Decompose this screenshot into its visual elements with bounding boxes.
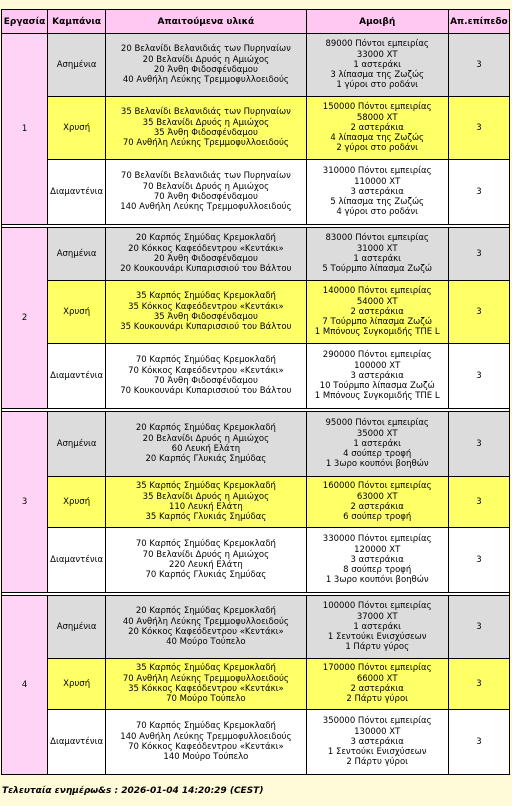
- reward-line: 33000 ΧΤ: [356, 49, 398, 60]
- material-line: 110 Λευκή Ελάτη: [168, 502, 243, 512]
- reward-line: 1 3ωρο κουπόνι βοηθών: [325, 575, 429, 586]
- table-row: [2, 160, 509, 224]
- reward-line: 150000 Πόντοι εμπειρίας: [322, 102, 432, 113]
- table-row: [2, 710, 509, 774]
- reward-line: 31000 ΧΤ: [356, 243, 398, 254]
- material-line: 20 Καρπός Σημύδας Κρεμοκλαδή: [135, 423, 276, 434]
- material-line: 140 Ανθήλη Λεύκης Τρεμμοφυλλοειδούς: [120, 731, 292, 742]
- material-line: 70 Καρπός Σημύδας Κρεμοκλαδή: [135, 355, 276, 366]
- reward-cell: [307, 344, 448, 408]
- reward-line: 8 σούπερ τροφή: [343, 565, 412, 576]
- campaign-cell: Χρυσή: [48, 97, 105, 159]
- task-separator-row: [2, 409, 509, 411]
- material-line: 70 Άνθη Φιδοσφένδαμου: [153, 192, 258, 202]
- materials-cell: [106, 477, 305, 527]
- material-line: 70 Καρπός Σημύδας Κρεμοκλαδή: [135, 539, 276, 550]
- material-line: 35 Κουκουνάρι Κυπαρισσιού του Βάλτου: [120, 322, 292, 333]
- materials-cell: [106, 228, 305, 280]
- material-line: 20 Βελανίδι Βελανιδιάς των Πυρηναίων: [120, 44, 291, 55]
- task-number: 1: [2, 34, 47, 224]
- material-line: 20 Άνθη Φιδοσφένδαμου: [153, 65, 258, 75]
- reward-line: 7 Τούρμπο λίπασμα Ζωζώ: [322, 317, 433, 328]
- material-line: 70 Άνθη Φιδοσφένδαμου: [153, 376, 258, 386]
- material-line: 20 Βελανίδι Δρυός η Αμιώχος: [142, 54, 270, 65]
- task-number: 3: [2, 412, 47, 592]
- material-line: 35 Άνθη Φιδοσφένδαμου: [153, 128, 258, 138]
- header-campaign: Καμπάνια: [48, 10, 105, 33]
- table-row: [2, 97, 509, 159]
- material-line: 140 Ανθήλη Λεύκης Τρεμμοφυλλοειδούς: [120, 202, 292, 213]
- material-line: 70 Κόκκος Καφεόδεντρου «Κεντάκι»: [128, 742, 284, 752]
- reward-line: 1 Μπόνους Συγκομιδής ΤΠΕ L: [314, 391, 440, 402]
- reward-line: 54000 ΧΤ: [356, 296, 398, 307]
- reward-line: 37000 ΧΤ: [356, 611, 398, 622]
- material-line: 35 Βελανίδι Βελανιδιάς των Πυρηναίων: [120, 107, 291, 118]
- task-separator: [2, 409, 509, 411]
- reward-line: 1 Μπόνους Συγκομιδής ΤΠΕ L: [314, 327, 440, 338]
- material-line: 20 Κόκκος Καφεόδεντρου «Κεντάκι»: [128, 243, 284, 254]
- reward-line: 2 Πάρτυ γύροι: [346, 694, 409, 705]
- materials-cell: [106, 344, 305, 408]
- reward-line: 3 αστεράκια: [350, 370, 404, 381]
- campaign-cell: Διαμαντένια: [48, 160, 105, 224]
- reward-cell: [307, 596, 448, 658]
- reward-line: 120000 ΧΤ: [354, 544, 401, 555]
- reward-line: 3 λίπασμα της Ζωζώς: [330, 70, 425, 81]
- level-cell: 3: [449, 477, 509, 527]
- reward-cell: [307, 281, 448, 343]
- campaign-cell: Ασημένια: [48, 596, 105, 658]
- reward-line: 10 Τούρμπο λίπασμα Ζωζώ: [319, 381, 435, 392]
- material-line: 60 Λευκή Ελάτη: [171, 444, 241, 454]
- material-line: 35 Καρπός Σημύδας Κρεμοκλαδή: [135, 663, 276, 674]
- level-cell: 3: [449, 160, 509, 224]
- material-line: 20 Καρπός Σημύδας Κρεμοκλαδή: [135, 233, 276, 244]
- reward-line: 1 αστεράκι: [353, 254, 402, 264]
- level-cell: 3: [449, 228, 509, 280]
- level-cell: 3: [449, 659, 509, 709]
- reward-line: 5 λίπασμα της Ζωζώς: [330, 197, 425, 208]
- last-update-timestamp: 2026-01-04 14:20:29 (CEST): [121, 786, 264, 796]
- material-line: 220 Λευκή Ελάτη: [168, 560, 243, 570]
- reward-cell: [307, 528, 448, 592]
- reward-line: 130000 ΧΤ: [354, 726, 401, 737]
- task-separator: [2, 225, 509, 227]
- reward-line: 5 Τούρμπο λίπασμα Ζωζώ: [322, 264, 433, 275]
- material-line: 40 Ανθήλη Λεύκης Τρεμμοφυλλοειδούς: [122, 75, 289, 86]
- table-row: [2, 228, 509, 280]
- reward-cell: [307, 34, 448, 96]
- table-row: [2, 412, 509, 476]
- reward-line: 160000 Πόντοι εμπειρίας: [322, 481, 432, 492]
- level-cell: 3: [449, 596, 509, 658]
- reward-line: 4 σούπερ τροφή: [343, 449, 412, 460]
- material-line: 35 Καρπός Σημύδας Κρεμοκλαδή: [135, 481, 276, 492]
- campaign-cell: Ασημένια: [48, 412, 105, 476]
- level-cell: 3: [449, 281, 509, 343]
- reward-line: 1 αστεράκι: [353, 621, 402, 632]
- reward-cell: [307, 710, 448, 774]
- reward-line: 1 γύροι στο ροδάνι: [336, 80, 419, 91]
- reward-line: 2 Πάρτυ γύροι: [346, 757, 409, 768]
- reward-line: 63000 ΧΤ: [356, 491, 398, 502]
- table-row: [2, 659, 509, 709]
- reward-line: 1 Σεντούκι Ενισχύσεων: [327, 747, 427, 758]
- campaign-cell: Διαμαντένια: [48, 344, 105, 408]
- material-line: 140 Μούρο Τούπελο: [163, 752, 249, 763]
- reward-line: 58000 ΧΤ: [356, 112, 398, 123]
- table-row: [2, 344, 509, 408]
- reward-line: 140000 Πόντοι εμπειρίας: [322, 286, 432, 297]
- level-cell: 3: [449, 97, 509, 159]
- reward-line: 2 αστεράκια: [350, 306, 404, 317]
- material-line: 70 Βελανίδι Δρυός η Αμιώχος: [142, 549, 270, 560]
- reward-line: 95000 Πόντοι εμπειρίας: [325, 418, 429, 429]
- material-line: 20 Βελανίδι Δρυός η Αμιώχος: [142, 433, 270, 444]
- material-line: 70 Καρπός Γλυκιάς Σημύδας: [145, 570, 267, 581]
- reward-cell: [307, 97, 448, 159]
- materials-cell: [106, 160, 305, 224]
- material-line: 70 Καρπός Σημύδας Κρεμοκλαδή: [135, 721, 276, 732]
- task-number: 4: [2, 596, 47, 774]
- quest-table: [1, 9, 510, 775]
- material-line: 70 Κόκκος Καφεόδεντρου «Κεντάκι»: [128, 365, 284, 376]
- material-line: 40 Μούρο Τούπελο: [166, 637, 246, 648]
- reward-line: 110000 ΧΤ: [354, 176, 401, 187]
- reward-cell: [307, 477, 448, 527]
- campaign-cell: Διαμαντένια: [48, 710, 105, 774]
- header-task: Εργασία: [2, 10, 47, 33]
- material-line: 70 Ανθήλη Λεύκης Τρεμμοφυλλοειδούς: [122, 138, 289, 149]
- task-separator-row: [2, 593, 509, 595]
- reward-line: 170000 Πόντοι εμπειρίας: [322, 663, 432, 674]
- reward-line: 290000 Πόντοι εμπειρίας: [322, 350, 432, 361]
- material-line: 20 Καρπός Γλυκιάς Σημύδας: [145, 454, 267, 465]
- reward-line: 4 λίπασμα της Ζωζώς: [330, 133, 425, 144]
- reward-line: 3 αστεράκια: [350, 186, 404, 197]
- task-separator-row: [2, 225, 509, 227]
- material-line: 35 Βελανίδι Δρυός η Αμιώχος: [142, 117, 270, 128]
- materials-cell: [106, 528, 305, 592]
- level-cell: 3: [449, 34, 509, 96]
- reward-line: 2 γύροι στο ροδάνι: [336, 143, 419, 154]
- reward-line: 83000 Πόντοι εμπειρίας: [325, 233, 429, 244]
- material-line: 35 Κόκκος Καφεόδεντρου «Κεντάκι»: [128, 684, 284, 694]
- material-line: 40 Ανθήλη Λεύκης Τρεμμοφυλλοειδούς: [122, 616, 289, 627]
- task-separator: [2, 593, 509, 595]
- campaign-cell: Ασημένια: [48, 228, 105, 280]
- material-line: 70 Ανθήλη Λεύκης Τρεμμοφυλλοειδούς: [122, 673, 289, 684]
- header-row: [2, 10, 509, 33]
- level-cell: 3: [449, 710, 509, 774]
- reward-line: 2 αστεράκια: [350, 502, 404, 512]
- header-reward: Αμοιβή: [307, 10, 448, 33]
- table-row: [2, 596, 509, 658]
- materials-cell: [106, 596, 305, 658]
- level-cell: 3: [449, 528, 509, 592]
- reward-line: 100000 ΧΤ: [354, 360, 401, 371]
- campaign-cell: Χρυσή: [48, 659, 105, 709]
- reward-line: 1 Σεντούκι Ενισχύσεων: [327, 632, 427, 643]
- last-update-label: Τελευταία ενημέρω&s: [2, 786, 112, 796]
- reward-line: 1 3ωρο κουπόνι βοηθών: [325, 459, 429, 470]
- material-line: 20 Καρπός Σημύδας Κρεμοκλαδή: [135, 606, 276, 617]
- reward-line: 100000 Πόντοι εμπειρίας: [322, 601, 432, 612]
- material-line: 70 Κουκουνάρι Κυπαρισσιού του Βάλτου: [120, 386, 292, 397]
- material-line: 35 Κόκκος Καφεόδεντρου «Κεντάκι»: [128, 301, 284, 312]
- reward-line: 89000 Πόντοι εμπειρίας: [325, 39, 429, 50]
- task-number: 2: [2, 228, 47, 408]
- material-line: 35 Καρπός Σημύδας Κρεμοκλαδή: [135, 291, 276, 302]
- table-row: [2, 281, 509, 343]
- reward-cell: [307, 160, 448, 224]
- reward-line: 2 αστεράκια: [350, 122, 404, 133]
- reward-line: 35000 ΧΤ: [356, 428, 398, 439]
- campaign-cell: Χρυσή: [48, 281, 105, 343]
- material-line: 70 Μούρο Τούπελο: [166, 694, 246, 705]
- reward-line: 350000 Πόντοι εμπειρίας: [322, 716, 432, 727]
- last-update: [2, 786, 263, 796]
- reward-line: 3 αστεράκια: [350, 554, 404, 565]
- material-line: 70 Βελανίδι Βελανιδιάς των Πυρηναίων: [120, 171, 291, 182]
- material-line: 20 Άνθη Φιδοσφένδαμου: [153, 254, 258, 264]
- campaign-cell: Ασημένια: [48, 34, 105, 96]
- material-line: 20 Κόκκος Καφεόδεντρου «Κεντάκι»: [128, 627, 284, 637]
- last-update-separator: :: [111, 786, 122, 796]
- reward-line: 66000 ΧΤ: [356, 673, 398, 684]
- material-line: 35 Βελανίδι Δρυός η Αμιώχος: [142, 491, 270, 502]
- reward-line: 3 αστεράκια: [350, 736, 404, 747]
- reward-cell: [307, 228, 448, 280]
- campaign-cell: Χρυσή: [48, 477, 105, 527]
- materials-cell: [106, 412, 305, 476]
- level-cell: 3: [449, 344, 509, 408]
- reward-cell: [307, 659, 448, 709]
- reward-line: 330000 Πόντοι εμπειρίας: [322, 534, 432, 545]
- reward-line: 310000 Πόντοι εμπειρίας: [322, 166, 432, 177]
- table-row: [2, 528, 509, 592]
- level-cell: 3: [449, 412, 509, 476]
- material-line: 35 Καρπός Γλυκιάς Σημύδας: [145, 512, 267, 523]
- header-level: Απ.επίπεδο: [449, 10, 509, 33]
- table-row: [2, 34, 509, 96]
- table-row: [2, 477, 509, 527]
- reward-line: 1 Πάρτυ γύρος: [345, 642, 410, 653]
- header-materials: Απαιτούμενα υλικά: [106, 10, 305, 33]
- reward-line: 1 αστεράκι: [353, 438, 402, 449]
- reward-line: 4 γύροι στο ροδάνι: [336, 207, 419, 218]
- materials-cell: [106, 281, 305, 343]
- reward-line: 1 αστεράκι: [353, 59, 402, 70]
- material-line: 35 Άνθη Φιδοσφένδαμου: [153, 312, 258, 322]
- reward-cell: [307, 412, 448, 476]
- reward-line: 6 σούπερ τροφή: [343, 512, 412, 523]
- material-line: 20 Κουκουνάρι Κυπαρισσιού του Βάλτου: [120, 264, 292, 275]
- reward-line: 2 αστεράκια: [350, 684, 404, 694]
- material-line: 70 Βελανίδι Δρυός η Αμιώχος: [142, 181, 270, 192]
- materials-cell: [106, 710, 305, 774]
- campaign-cell: Διαμαντένια: [48, 528, 105, 592]
- materials-cell: [106, 659, 305, 709]
- materials-cell: [106, 34, 305, 96]
- materials-cell: [106, 97, 305, 159]
